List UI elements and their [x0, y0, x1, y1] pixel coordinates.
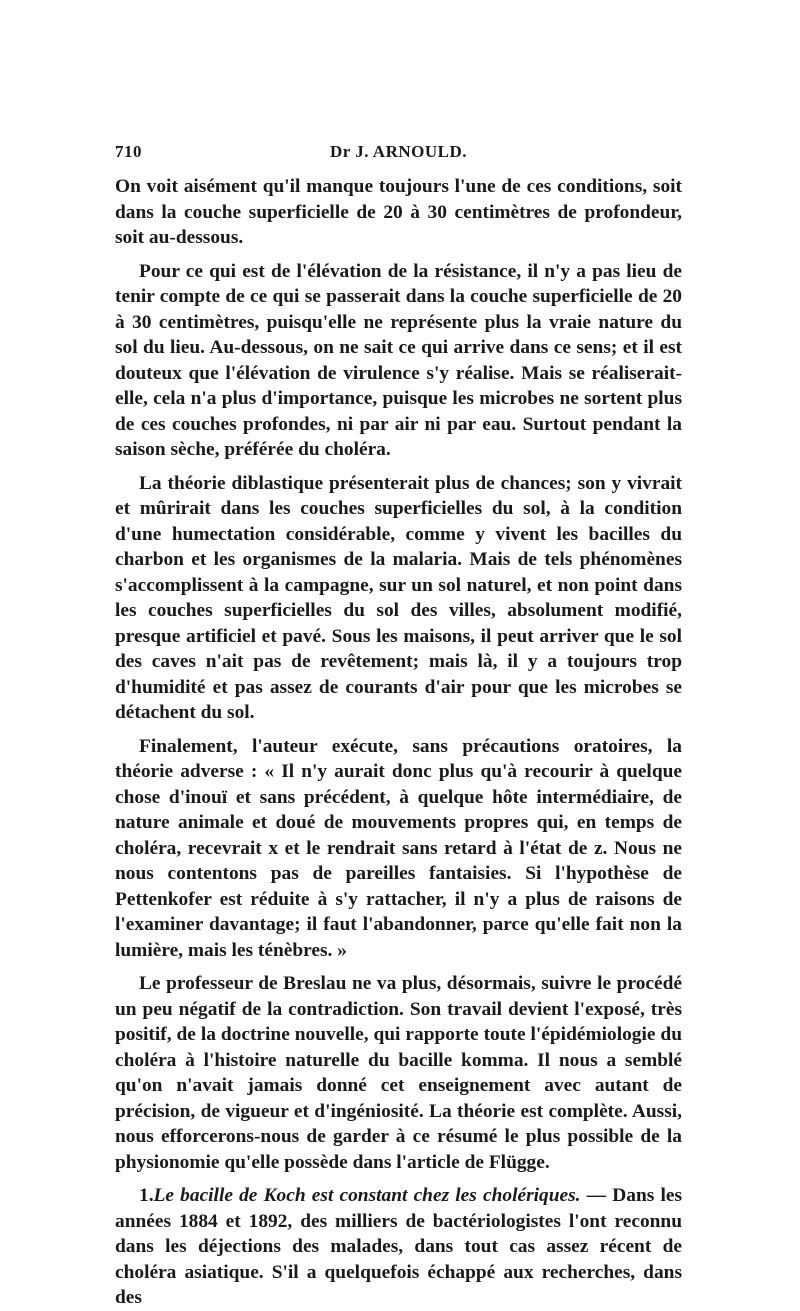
- paragraph-6: [115, 1183, 682, 1311]
- section-title: Le bacille de Koch est constant chez les cholériques.: [153, 1185, 581, 1206]
- paragraph-2: Pour ce qui est de l'élévation de la résistance, il n'y a pas lieu de tenir compte de ce qui se passerait dans la couche superficielle de 20 à 30 centimètres, puisqu'elle ne représente plus la vraie nature du sol du lieu. Au-dessous, on ne sait ce qui arrive dans ce sens; et il est douteux que l'élévation de virulence s'y réalise. Mais se réaliserait-elle, cela n'a plus d'importance, puisque les microbes ne sortent plus de ces couches profondes, ni par air ni par eau. Surtout pendant la saison sèche, préférée du choléra.: [115, 260, 682, 460]
- paragraph-3: La théorie diblastique présenterait plus de chances; son y vivrait et mûrirait dans les couches superficielles du sol, à la condition d'une humectation considérable, comme y vivent les bacilles du charbon et les organismes de la malaria. Mais de tels phénomènes s'accomplissent à la campagne, sur un sol naturel, et non point dans les couches superficielles du sol des villes, absolument modifié, presque artificiel et pavé. Sous les maisons, il peut arriver que le sol des caves n'ait pas de revêtement; mais là, il y a toujours trop d'humidité et pas assez de courants d'air pour que les microbes se détachent du sol.: [115, 472, 682, 723]
- page-number: 710: [115, 142, 142, 161]
- paragraph-1: On voit aisément qu'il manque toujours l'une de ces conditions, soit dans la couche superficielle de 20 à 30 centimètres de profondeur, soit au-dessous.: [115, 176, 682, 248]
- section-number: 1.: [139, 1185, 154, 1206]
- section-text: — Dans les années 1884 et 1892, des milliers de bactériologistes l'ont reconnu dans les déjections des malades, dans tout cas assez récent de choléra asiatique. S'il a quelquefois échappé aux recherches, dans des: [115, 1185, 682, 1308]
- paragraph-4: Finalement, l'auteur exécute, sans précautions oratoires, la théorie adverse : « Il n'y aurait donc plus qu'à recourir à quelque chose d'inouï et sans précédent, à quelque hôte intermédiaire, de nature animale et doué de mouvements propres qui, en temps de choléra, recevrait x et le rendrait sans retard à l'état de z. Nous ne nous contentons pas de pareilles fantaisies. Si l'hypothèse de Pettenkofer est réduite à s'y rattacher, il n'y a plus de raisons de l'examiner davantage; il faut l'abandonner, parce qu'elle fait non la lumière, mais les ténèbres. »: [115, 735, 682, 961]
- paragraph-5: Le professeur de Breslau ne va plus, désormais, suivre le procédé un peu négatif de la contradiction. Son travail devient l'exposé, très positif, de la doctrine nouvelle, qui rapporte toute l'épidémiologie du choléra à l'histoire naturelle du bacille komma. Il nous a semblé qu'on n'avait jamais donné cet enseignement avec autant de précision, de vigueur et d'ingéniosité. La théorie est complète. Aussi, nous efforcerons-nous de garder à ce résumé le plus possible de la physionomie qu'elle possède dans l'article de Flügge.: [115, 973, 682, 1173]
- page-header: [115, 142, 682, 168]
- body-text: [115, 174, 682, 1311]
- document-page: [115, 142, 682, 1311]
- running-head: Dr J. ARNOULD.: [329, 142, 468, 161]
